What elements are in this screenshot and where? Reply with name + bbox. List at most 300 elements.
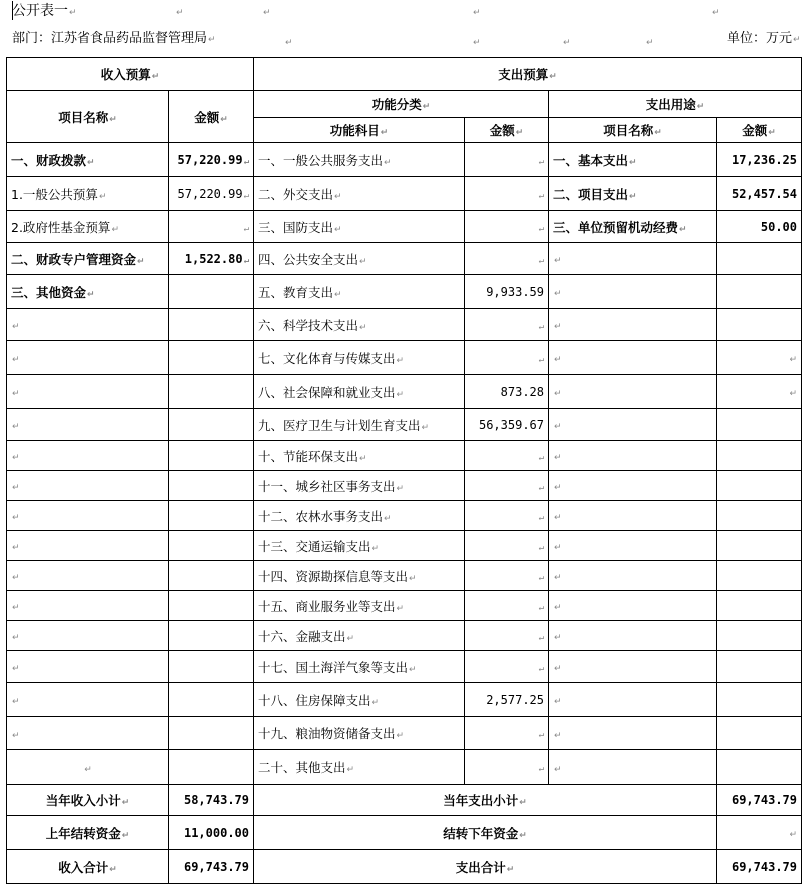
functional-amount: [465, 683, 549, 717]
functional-subject: [254, 651, 465, 683]
functional-subject: [254, 531, 465, 561]
income-item-name: [7, 409, 169, 441]
income-item-name: [7, 683, 169, 717]
paragraph-mark: ↵: [538, 512, 544, 523]
paragraph-mark: ↵: [334, 191, 342, 202]
expense-subtotal-amount: [717, 785, 802, 816]
page-title: [12, 2, 77, 22]
income-item-name: [7, 243, 169, 275]
functional-subject: [254, 591, 465, 621]
paragraph-mark: ↵: [109, 114, 117, 125]
income-item-amount: [169, 651, 254, 683]
income-item-name: [7, 309, 169, 341]
economic-item-name: [549, 143, 717, 177]
cell-text: 三、其他资金: [11, 284, 87, 300]
economic-item-amount: [717, 143, 802, 177]
income-item-name: [7, 717, 169, 750]
cell-text: 当年收入小计: [45, 793, 121, 808]
carryover-in-label: [7, 816, 169, 850]
carryover-in-amount: [169, 816, 254, 850]
table-row: [7, 441, 802, 471]
paragraph-mark: ↵: [654, 128, 662, 138]
table-row: [7, 591, 802, 621]
paragraph-mark: ↵: [538, 354, 544, 365]
table-row: [7, 275, 802, 309]
economic-item-amount: [717, 211, 802, 243]
cell-text: 十八、住房保障支出: [258, 692, 371, 708]
cell-text: 1.一般公共预算: [11, 186, 98, 202]
paragraph-mark: ↵: [359, 453, 367, 464]
income-item-amount: [169, 309, 254, 341]
expense-subtotal-label: [254, 785, 717, 816]
economic-item-name: [549, 177, 717, 211]
paragraph-mark: ↵: [549, 72, 557, 82]
paragraph-mark: ↵: [554, 355, 562, 365]
functional-subject: [254, 750, 465, 785]
functional-amount: [465, 243, 549, 275]
income-item-amount: [169, 683, 254, 717]
department-label: [12, 30, 216, 49]
table-row: [7, 471, 802, 501]
paragraph-mark: ↵: [538, 321, 544, 332]
functional-amount: [465, 717, 549, 750]
economic-item-name: [549, 561, 717, 591]
paragraph-mark: ↵: [554, 664, 562, 674]
paragraph-mark: ↵: [84, 764, 92, 775]
economic-item-amount: [717, 375, 802, 409]
income-item-name: [7, 531, 169, 561]
economic-item-name: [549, 651, 717, 683]
cell-text: 69,743.79: [731, 793, 797, 807]
cell-text: 项目名称: [603, 123, 654, 138]
cell-text: 金额: [742, 123, 768, 138]
paragraph-mark: ↵: [554, 289, 562, 299]
expense-total-amount: [717, 850, 802, 884]
paragraph-mark: ↵: [789, 389, 797, 399]
paragraph-mark: ↵: [422, 102, 431, 112]
income-amount-header: [169, 91, 254, 143]
income-item-amount: [169, 275, 254, 309]
paragraph-mark: ↵: [538, 542, 544, 553]
economic-item-amount: [717, 750, 802, 785]
paragraph-mark: ↵: [12, 633, 20, 643]
functional-amount: [465, 309, 549, 341]
cell-text: 七、文化体育与传媒支出: [258, 350, 396, 366]
cell-text: 69,743.79: [731, 859, 797, 874]
paragraph-mark: ↵: [554, 633, 562, 643]
cell-text: 十二、农林水事务支出: [258, 508, 384, 524]
paragraph-mark: ↵: [12, 422, 20, 432]
unit-label: [727, 30, 801, 49]
income-item-amount: [169, 375, 254, 409]
functional-subject: [254, 275, 465, 309]
income-item-name: [7, 375, 169, 409]
paragraph-mark: ↵: [12, 483, 20, 493]
economic-item-amount: [717, 683, 802, 717]
paragraph-mark: ↵: [554, 422, 562, 432]
paragraph-mark: ↵: [554, 256, 562, 266]
functional-subject: [254, 717, 465, 750]
cell-text: 69,743.79: [183, 859, 249, 874]
paragraph-mark: ↵: [554, 730, 562, 741]
paragraph-mark: ↵: [629, 191, 637, 202]
economic-item-amount: [717, 471, 802, 501]
economic-item-amount: [717, 651, 802, 683]
cell-text: 六、科学技术支出: [258, 317, 359, 333]
paragraph-mark: ↵: [519, 830, 527, 841]
income-item-name: [7, 341, 169, 375]
income-item-name: [7, 471, 169, 501]
functional-amount-header: [465, 118, 549, 143]
economic-item-name: [549, 375, 717, 409]
functional-subject: [254, 243, 465, 275]
income-subtotal-amount: [169, 785, 254, 816]
paragraph-mark: ↵: [712, 8, 720, 18]
cell-text: 58,743.79: [183, 793, 249, 807]
income-item-amount: [169, 591, 254, 621]
cell-text: 十七、国土海洋气象等支出: [258, 659, 409, 675]
economic-item-name: [549, 750, 717, 785]
income-budget-header: [7, 58, 254, 91]
functional-subject: [254, 621, 465, 651]
cell-text: 四、公共安全支出: [258, 251, 359, 267]
table-row: [7, 143, 802, 177]
paragraph-mark: ↵: [789, 830, 797, 840]
cell-text: 收入合计: [58, 859, 109, 875]
functional-amount: [465, 651, 549, 683]
table-row: [7, 58, 802, 91]
functional-amount: [465, 591, 549, 621]
table-row: [7, 375, 802, 409]
paragraph-mark: ↵: [12, 664, 20, 674]
paragraph-mark: ↵: [12, 543, 20, 553]
income-item-amount: [169, 717, 254, 750]
paragraph-mark: ↵: [176, 8, 184, 18]
paragraph-mark: ↵: [538, 730, 544, 740]
cell-text: 十六、金融支出: [258, 628, 346, 644]
paragraph-mark: ↵: [554, 764, 562, 775]
economic-item-amount: [717, 309, 802, 341]
table-row: [7, 561, 802, 591]
income-total-amount: [169, 850, 254, 884]
paragraph-mark: ↵: [679, 224, 687, 235]
cell-text: 十五、商业服务业等支出: [258, 598, 396, 614]
cell-text: 项目名称: [58, 109, 109, 125]
paragraph-mark: ↵: [538, 190, 544, 201]
economic-item-amount: [717, 717, 802, 750]
income-item-name: [7, 211, 169, 243]
paragraph-mark: ↵: [12, 513, 20, 523]
economic-item-amount: [717, 441, 802, 471]
paragraph-mark: ↵: [384, 513, 392, 524]
budget-table: [6, 57, 802, 884]
economic-item-amount: [717, 621, 802, 651]
paragraph-mark: ↵: [629, 157, 637, 168]
paragraph-mark: ↵: [538, 482, 544, 493]
income-item-amount: [169, 243, 254, 275]
paragraph-mark: ↵: [285, 38, 293, 48]
cell-text: 9,933.59: [486, 284, 544, 299]
cell-text: 二十、其他支出: [258, 760, 346, 775]
paragraph-mark: ↵: [334, 289, 342, 300]
income-item-amount: [169, 471, 254, 501]
cell-text: 十、节能环保支出: [258, 448, 359, 464]
cell-text: 57,220.99: [177, 186, 243, 201]
paragraph-mark: ↵: [396, 483, 405, 494]
paragraph-mark: ↵: [409, 664, 417, 675]
economic-item-amount: [717, 531, 802, 561]
functional-amount: [465, 143, 549, 177]
functional-subject: [254, 409, 465, 441]
table-row: [7, 750, 802, 785]
paragraph-mark: ↵: [359, 322, 367, 333]
functional-amount: [465, 621, 549, 651]
cell-text: 五、教育支出: [258, 284, 334, 300]
cell-text: 当年支出小计: [443, 793, 519, 808]
paragraph-mark: ↵: [396, 603, 405, 614]
paragraph-mark: ↵: [334, 224, 342, 235]
income-item-name: [7, 561, 169, 591]
income-item-amount: [169, 441, 254, 471]
department-text: 部门：江苏省食品药品监督管理局: [12, 31, 208, 46]
cell-text: 十一、城乡社区事务支出: [258, 478, 396, 494]
cell-text: 1,522.80: [184, 251, 243, 266]
cell-text: 十三、交通运输支出: [258, 538, 371, 554]
cell-text: 金额: [489, 123, 515, 138]
paragraph-mark: ↵: [515, 128, 524, 138]
economic-item-name: [549, 441, 717, 471]
economic-item-name: [549, 501, 717, 531]
table-row: [7, 785, 802, 816]
functional-amount: [465, 211, 549, 243]
paragraph-mark: ↵: [359, 256, 367, 267]
paragraph-mark: ↵: [346, 633, 355, 644]
cell-text: 2,577.25: [486, 692, 544, 707]
functional-subject: [254, 341, 465, 375]
paragraph-mark: ↵: [538, 663, 544, 674]
cell-text: 873.28: [500, 384, 544, 399]
paragraph-mark: ↵: [12, 355, 20, 365]
functional-amount: [465, 341, 549, 375]
cell-text: 功能科目: [329, 123, 380, 138]
cell-text: 支出合计: [455, 859, 506, 875]
paragraph-mark: ↵: [646, 38, 654, 48]
paragraph-mark: ↵: [380, 128, 389, 138]
paragraph-mark: ↵: [12, 573, 20, 583]
paragraph-mark: ↵: [519, 798, 527, 808]
paragraph-mark: ↵: [554, 513, 562, 523]
economic-item-name: [549, 211, 717, 243]
paragraph-mark: ↵: [789, 355, 797, 365]
economic-item-name: [549, 243, 717, 275]
functional-amount: [465, 441, 549, 471]
paragraph-mark: ↵: [121, 830, 130, 841]
income-item-name: [7, 621, 169, 651]
functional-amount: [465, 531, 549, 561]
income-item-amount: [169, 143, 254, 177]
table-row: [7, 309, 802, 341]
paragraph-mark: ↵: [538, 602, 544, 613]
income-total-label: [7, 850, 169, 884]
cell-text: 支出预算: [498, 67, 549, 82]
functional-amount: [465, 501, 549, 531]
cell-text: 一、基本支出: [553, 152, 629, 168]
functional-amount: [465, 471, 549, 501]
expense-total-label: [254, 850, 717, 884]
paragraph-mark: ↵: [768, 128, 776, 138]
economic-item-amount: [717, 591, 802, 621]
income-item-name: [7, 651, 169, 683]
cell-text: 结转下年资金: [443, 825, 519, 841]
paragraph-mark: ↵: [506, 864, 515, 875]
paragraph-mark: ↵: [409, 573, 417, 584]
paragraph-mark: ↵: [151, 72, 160, 82]
paragraph-mark: ↵: [538, 223, 544, 234]
paragraph-mark: ↵: [12, 603, 20, 613]
cell-text: 二、财政专户管理资金: [11, 251, 137, 267]
economic-item-amount: [717, 177, 802, 211]
income-item-name: [7, 177, 169, 211]
functional-subject: [254, 561, 465, 591]
paragraph-mark: ↵: [87, 157, 95, 168]
cell-text: 九、医疗卫生与计划生育支出: [258, 417, 421, 433]
table-row: [7, 651, 802, 683]
functional-subject: [254, 177, 465, 211]
cell-text: 二、项目支出: [553, 186, 629, 202]
economic-item-amount: [717, 243, 802, 275]
paragraph-mark: ↵: [12, 453, 20, 463]
functional-amount: [465, 275, 549, 309]
paragraph-mark: ↵: [12, 322, 20, 332]
functional-subject: [254, 309, 465, 341]
expenditure-budget-header: [254, 58, 802, 91]
functional-class-header: [254, 91, 549, 118]
cell-text: 八、社会保障和就业支出: [258, 384, 396, 400]
economic-item-name: [549, 683, 717, 717]
income-item-amount: [169, 341, 254, 375]
paragraph-mark: ↵: [243, 255, 249, 266]
economic-item-name: [549, 591, 717, 621]
unit-text: 单位：万元: [727, 31, 793, 46]
paragraph-mark: ↵: [346, 765, 355, 775]
paragraph-mark: ↵: [396, 731, 405, 741]
economic-use-header: [549, 91, 802, 118]
paragraph-mark: ↵: [538, 632, 544, 643]
economic-item-amount: [717, 409, 802, 441]
table-row: [7, 717, 802, 750]
paragraph-mark: ↵: [554, 453, 562, 463]
income-item-amount: [169, 177, 254, 211]
income-item-amount: [169, 750, 254, 785]
paragraph-mark: ↵: [554, 483, 562, 493]
table-row: [7, 341, 802, 375]
table-row: [7, 91, 802, 118]
cell-text: 2.政府性基金预算: [11, 219, 111, 235]
functional-amount: [465, 375, 549, 409]
income-item-name: [7, 591, 169, 621]
economic-item-name: [549, 409, 717, 441]
paragraph-mark: ↵: [696, 102, 705, 112]
economic-item-amount: [717, 341, 802, 375]
cell-text: 功能分类: [371, 97, 422, 112]
cell-text: 11,000.00: [183, 825, 249, 840]
economic-item-name: [549, 275, 717, 309]
economic-item-name: [549, 471, 717, 501]
paragraph-mark: ↵: [538, 255, 544, 266]
income-item-amount: [169, 561, 254, 591]
cell-text: 三、国防支出: [258, 219, 334, 235]
cell-text: 17,236.25: [731, 152, 797, 167]
income-item-name: [7, 275, 169, 309]
income-item-amount: [169, 409, 254, 441]
paragraph-mark: ↵: [554, 322, 562, 332]
paragraph-mark: ↵: [371, 697, 380, 708]
paragraph-mark: ↵: [371, 543, 380, 554]
paragraph-mark: ↵: [137, 256, 145, 267]
cell-text: 50.00: [760, 219, 797, 234]
paragraph-mark: ↵: [554, 697, 562, 707]
functional-subject-header: [254, 118, 465, 143]
cell-text: 57,220.99: [177, 152, 243, 167]
functional-subject: [254, 211, 465, 243]
functional-subject: [254, 375, 465, 409]
table-row: [7, 501, 802, 531]
paragraph-mark: ↵: [263, 8, 271, 18]
paragraph-mark: ↵: [396, 389, 405, 400]
table-row: [7, 177, 802, 211]
economic-amount-header: [717, 118, 802, 143]
income-item-amount: [169, 621, 254, 651]
paragraph-mark: ↵: [208, 35, 216, 45]
paragraph-mark: ↵: [396, 355, 405, 366]
paragraph-mark: ↵: [12, 730, 20, 741]
economic-item-name: [549, 341, 717, 375]
table-row: [7, 850, 802, 884]
functional-subject: [254, 441, 465, 471]
title-text: 公开表一: [12, 3, 68, 19]
economic-item-name: [549, 717, 717, 750]
carryover-out-label: [254, 816, 717, 850]
income-item-name-header: [7, 91, 169, 143]
cell-text: 十四、资源勘探信息等支出: [258, 568, 409, 584]
table-row: [7, 816, 802, 850]
cell-text: 十九、粮油物资储备支出: [258, 726, 396, 741]
economic-item-amount: [717, 561, 802, 591]
economic-item-name-header: [549, 118, 717, 143]
cell-text: 三、单位预留机动经费: [553, 219, 679, 235]
functional-amount: [465, 177, 549, 211]
income-item-name: [7, 501, 169, 531]
paragraph-mark: ↵: [473, 38, 481, 48]
paragraph-mark: ↵: [538, 572, 544, 583]
paragraph-mark: ↵: [87, 289, 95, 300]
paragraph-mark: ↵: [793, 35, 801, 45]
economic-item-amount: [717, 275, 802, 309]
economic-item-name: [549, 531, 717, 561]
table-row: [7, 243, 802, 275]
table-row: [7, 531, 802, 561]
cell-text: 52,457.54: [731, 186, 797, 201]
income-item-amount: [169, 531, 254, 561]
cell-text: 金额: [194, 109, 220, 125]
functional-amount: [465, 409, 549, 441]
income-item-name: [7, 143, 169, 177]
paragraph-mark: ↵: [121, 798, 130, 808]
paragraph-mark: ↵: [243, 190, 249, 201]
paragraph-mark: ↵: [12, 389, 20, 399]
carryover-out-amount: [717, 816, 802, 850]
paragraph-mark: ↵: [12, 697, 20, 707]
